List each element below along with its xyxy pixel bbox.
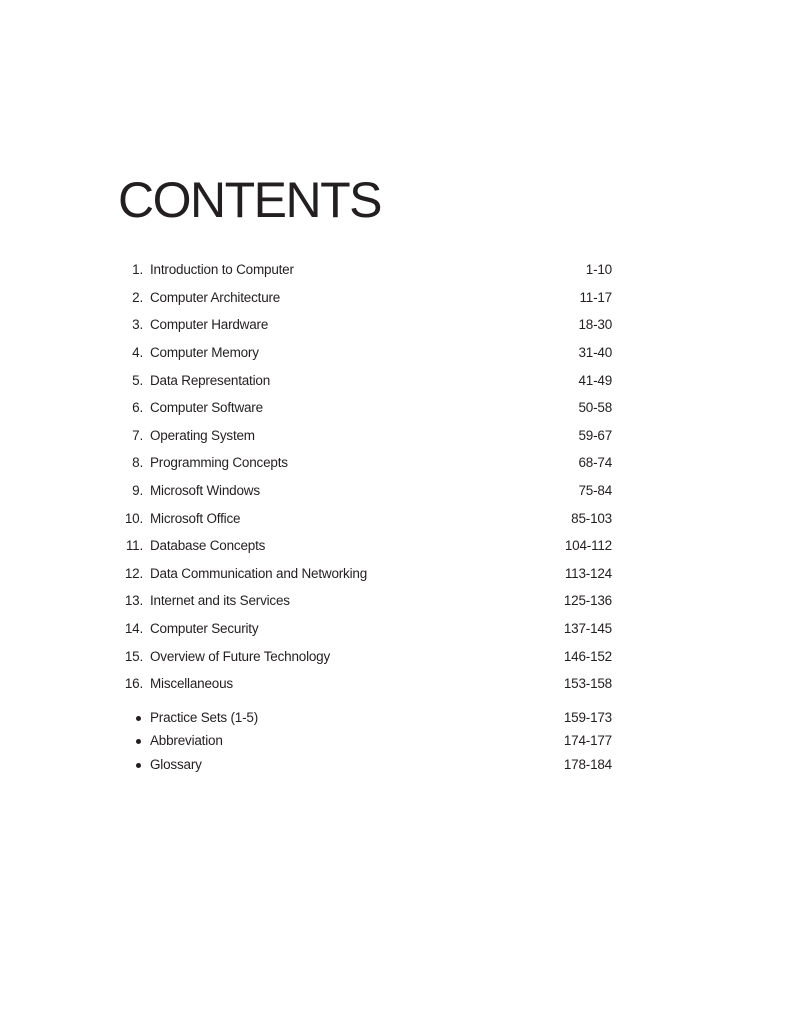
chapter-number: 13. [124,593,143,609]
chapter-number: 9. [132,483,143,499]
bullet-icon [112,711,143,725]
chapter-title: Computer Memory [150,345,259,361]
chapter-pages: 125-136 [563,593,612,609]
chapter-number: 8. [132,455,143,471]
toc-row [112,339,612,367]
chapter-pages: 104-112 [564,538,612,554]
toc-row [112,366,612,394]
bullet-icon [112,757,143,771]
chapter-number: 16. [124,676,143,692]
appendix-list [112,706,612,776]
toc-row [112,642,612,670]
chapter-pages: 85-103 [571,510,612,526]
chapter-number: 12. [124,565,143,581]
chapter-pages: 75-84 [578,483,612,499]
chapter-title: Introduction to Computer [150,262,294,278]
chapter-pages: 1-10 [585,262,612,278]
toc-row [112,311,612,339]
toc-row [112,504,612,532]
chapter-pages: 113-124 [564,565,612,581]
chapter-title: Microsoft Windows [150,483,260,499]
chapter-number: 5. [132,372,143,388]
chapter-title: Miscellaneous [150,676,233,692]
toc-row [112,587,612,615]
chapter-title: Database Concepts [150,538,266,554]
chapter-number: 10. [124,510,143,526]
chapter-title: Computer Architecture [150,289,281,305]
chapter-pages: 18-30 [578,317,612,333]
chapter-number: 7. [132,427,143,443]
appendix-row [112,753,612,776]
chapter-pages: 41-49 [578,372,612,388]
chapter-number: 15. [124,648,143,664]
chapter-number: 4. [132,345,143,361]
chapter-title: Microsoft Office [150,510,241,526]
appendix-title: Glossary [150,756,202,772]
bullet-icon [112,734,143,748]
toc-row [112,394,612,422]
appendix-row [112,706,612,729]
chapter-number: 1. [132,262,143,278]
toc-row [112,532,612,560]
appendix-row [112,729,612,752]
chapter-title: Overview of Future Technology [150,648,331,664]
appendix-pages: 178-184 [563,756,612,772]
chapter-number: 3. [132,317,143,333]
chapter-pages: 153-158 [563,676,612,692]
toc-row [112,560,612,588]
chapter-number: 14. [124,621,143,637]
chapter-pages: 59-67 [578,427,612,443]
chapter-title: Programming Concepts [150,455,288,471]
toc-row [112,422,612,450]
chapter-pages: 11-17 [579,289,612,305]
toc-row [112,256,612,284]
chapter-title: Data Representation [150,372,271,388]
chapter-title: Internet and its Services [150,593,290,609]
page-title: CONTENTS [118,172,381,228]
toc-row [112,284,612,312]
chapter-title: Data Communication and Networking [150,565,368,581]
toc-row [112,670,612,698]
toc-row [112,477,612,505]
chapter-number: 6. [132,400,143,416]
chapter-number: 11. [125,538,143,554]
appendix-title: Abbreviation [150,733,223,749]
appendix-pages: 159-173 [563,710,612,726]
chapter-pages: 50-58 [578,400,612,416]
table-of-contents [112,256,612,698]
chapter-title: Computer Hardware [150,317,269,333]
chapter-title: Operating System [150,427,255,443]
chapter-pages: 146-152 [563,648,612,664]
appendix-pages: 174-177 [563,733,612,749]
chapter-pages: 31-40 [578,345,612,361]
chapter-title: Computer Security [150,621,259,637]
toc-row [112,449,612,477]
chapter-title: Computer Software [150,400,263,416]
chapter-number: 2. [132,289,143,305]
chapter-pages: 68-74 [578,455,612,471]
appendix-title: Practice Sets (1-5) [150,710,258,726]
toc-row [112,615,612,643]
chapter-pages: 137-145 [563,621,612,637]
